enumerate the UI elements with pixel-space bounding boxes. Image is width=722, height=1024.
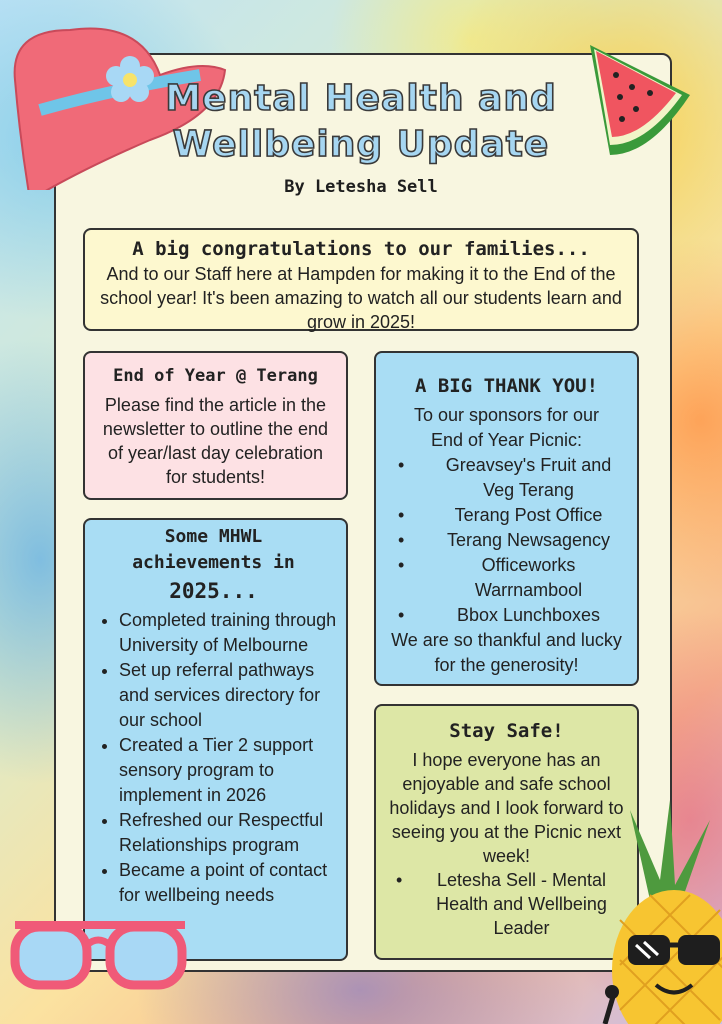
- achievements-box: [83, 518, 348, 961]
- list-item: • Created a Tier 2 support sensory program to implement in 2026: [119, 733, 340, 808]
- signature: • Letesha Sell - Mental Health and Wellbeing Leader: [382, 868, 631, 940]
- list-item: • Bbox Lunchboxes: [384, 603, 629, 628]
- achievements-list: [87, 608, 340, 908]
- congratulations-box: [83, 228, 639, 331]
- stay-safe-heading: Stay Safe!: [449, 720, 564, 742]
- byline: By Letesha Sell: [284, 177, 438, 197]
- list-item: • Set up referral pathways and services directory for our school: [119, 658, 340, 733]
- thank-you-heading: A BIG THANK YOU!: [414, 375, 599, 397]
- page-title-line2: Wellbeing Update: [172, 124, 550, 165]
- terang-heading: End of Year @ Terang: [113, 366, 318, 386]
- page-title-line1: Mental Health and: [165, 78, 557, 119]
- achievements-heading-line3: 2025...: [169, 579, 258, 603]
- list-item: • Completed training through University of Melbourne: [119, 608, 340, 658]
- sponsor-list: [384, 453, 629, 628]
- sunglasses-icon: [0, 905, 200, 1005]
- congratulations-body: And to our Staff here at Hampden for making it to the End of the school year! It's been amazing to watch all our students learn and grow in 2025!: [100, 264, 622, 332]
- terang-box: [83, 351, 348, 500]
- list-item: • Terang Post Office: [384, 503, 629, 528]
- congratulations-heading: A big congratulations to our families...: [132, 238, 590, 260]
- list-item: • Terang Newsagency: [384, 528, 629, 553]
- list-item: • Officeworks Warrnambool: [384, 553, 629, 603]
- achievements-heading-line2: achievements in: [132, 552, 295, 573]
- list-item: • Greavsey's Fruit and Veg Terang: [384, 453, 629, 503]
- stay-safe-body: I hope everyone has an enjoyable and safe school holidays and I look forward to seeing you at the Picnic next week!: [389, 750, 624, 866]
- achievements-heading-line1: Some MHWL: [164, 526, 263, 547]
- list-item: • Became a point of contact for wellbeing needs: [119, 858, 340, 908]
- thank-you-outro: We are so thankful and lucky for the generosity!: [391, 630, 622, 675]
- thank-you-intro: To our sponsors for our End of Year Picnic:: [413, 405, 600, 450]
- terang-body: Please find the article in the newsletter to outline the end of year/last day celebration for students!: [102, 395, 329, 487]
- list-item: • Refreshed our Respectful Relationships program: [119, 808, 340, 858]
- pineapple-icon: [590, 800, 722, 1024]
- thank-you-box: [374, 351, 639, 686]
